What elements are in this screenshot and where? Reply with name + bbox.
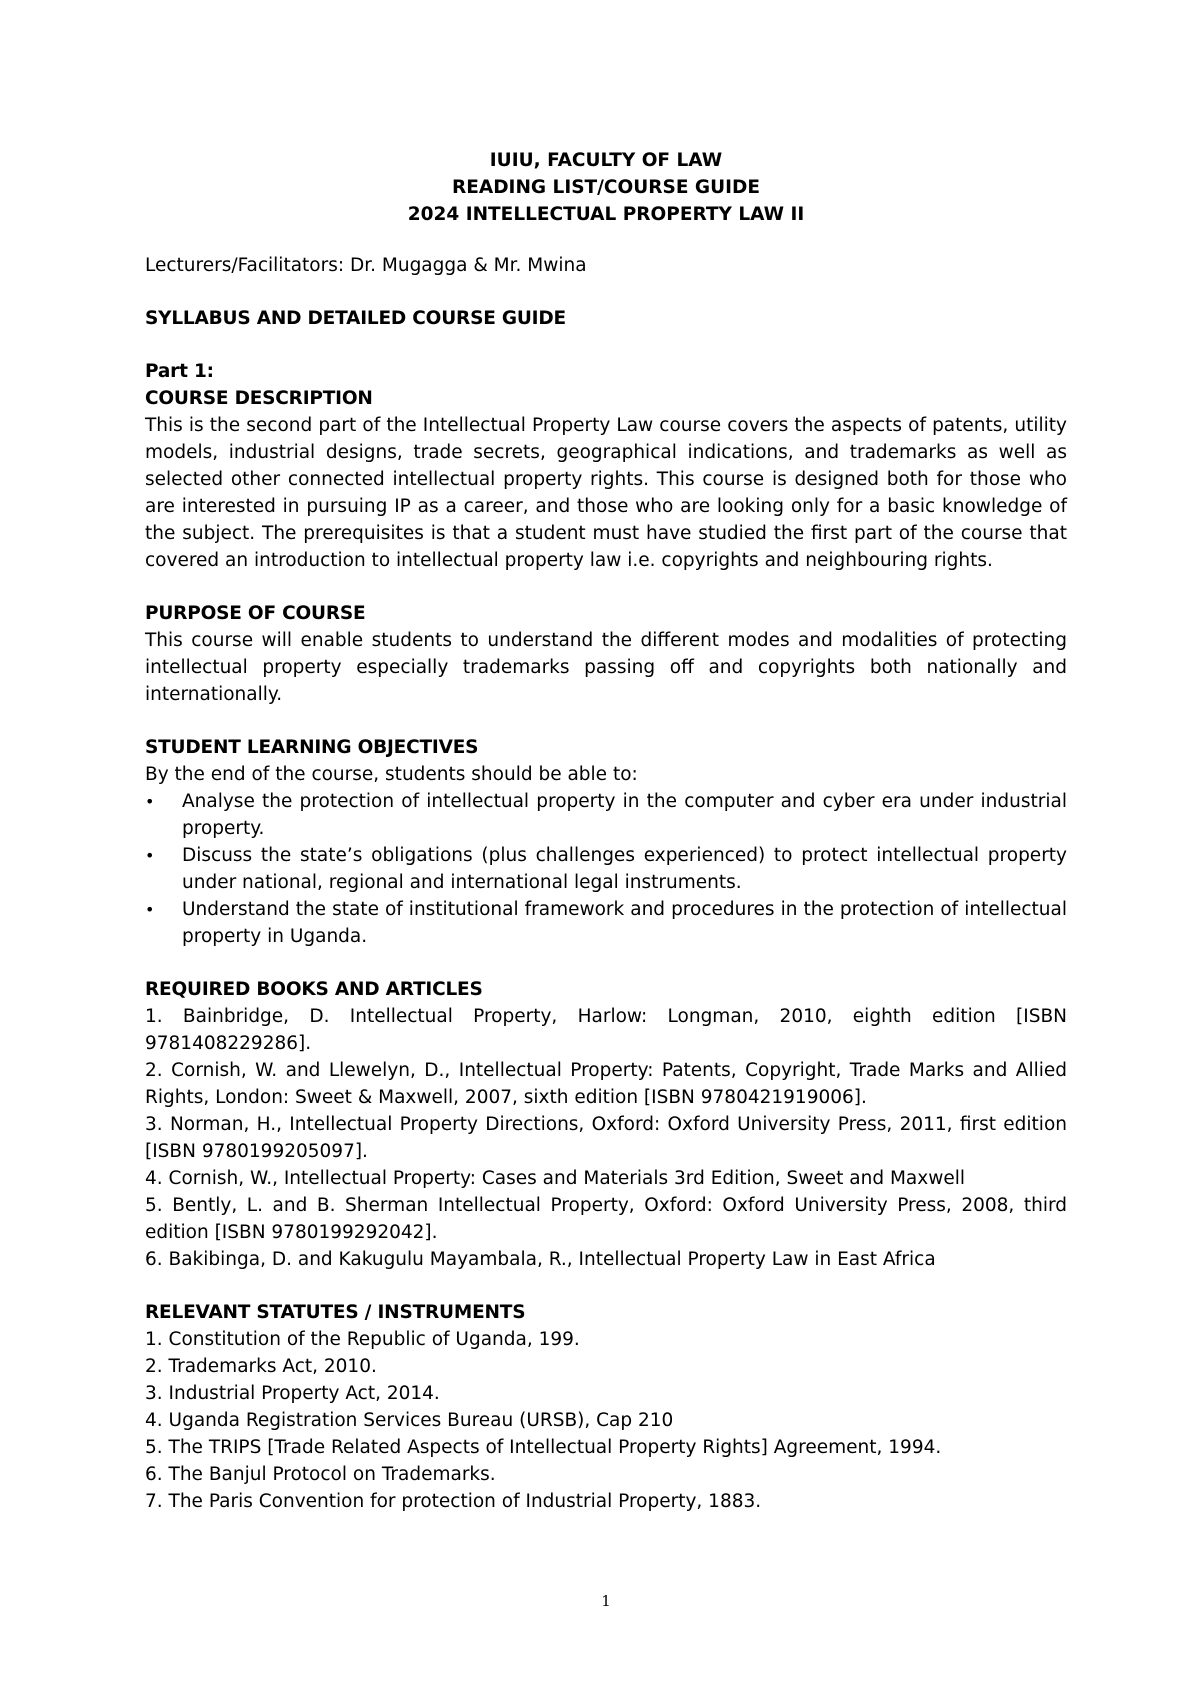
lecturers-line: Lecturers/Facilitators: Dr. Mugagga & Mr. Mwina: [145, 255, 587, 276]
syllabus-heading: SYLLABUS AND DETAILED COURSE GUIDE: [145, 308, 566, 329]
document-header: [145, 147, 1067, 228]
objectives-section: [145, 734, 1067, 950]
purpose-section: [145, 600, 1067, 708]
course-description-text: This is the second part of the Intellectual Property Law course covers the aspects of patents, utility models, industrial designs, trade secrets, geographical indications, and trademarks as well as selected other connected intellectual property rights. This course is designed both for those who are interested in pursuing IP as a career, and those who are looking only for a basic knowledge of the subject. The prerequisites is that a student must have studied the first part of the course that covered an introduction to intellectual property law i.e. copyrights and neighbouring rights.: [145, 415, 1067, 571]
list-item: [145, 896, 1067, 950]
objectives-intro: By the end of the course, students should be able to:: [145, 764, 638, 785]
header-institution: IUIU, FACULTY OF LAW: [489, 150, 723, 171]
objectives-list: [145, 788, 1067, 950]
purpose-text: This course will enable students to understand the different modes and modalities of protecting intellectual property especially trademarks passing off and copyrights both nationally and internationally.: [145, 630, 1067, 705]
bullet-icon: •: [145, 846, 155, 865]
objective-text: Analyse the protection of intellectual property in the computer and cyber era under industrial property.: [182, 791, 1067, 839]
list-item: 2. Cornish, W. and Llewelyn, D., Intellectual Property: Patents, Copyright, Trade Marks and Allied Rights, London: Sweet & Maxwell, 2007, sixth edition [ISBN 9780421919006].: [145, 1060, 1067, 1108]
statutes-heading: RELEVANT STATUTES / INSTRUMENTS: [145, 1302, 526, 1323]
books-section: [145, 976, 1067, 1273]
part-label: Part 1:: [145, 361, 214, 382]
header-course: 2024 INTELLECTUAL PROPERTY LAW II: [407, 204, 805, 225]
page-number: 1: [601, 1592, 611, 1610]
list-item: [145, 842, 1067, 896]
list-item: 6. The Banjul Protocol on Trademarks.: [145, 1464, 496, 1485]
list-item: 2. Trademarks Act, 2010.: [145, 1356, 377, 1377]
list-item: 4. Cornish, W., Intellectual Property: Cases and Materials 3rd Edition, Sweet and Maxwell: [145, 1168, 965, 1189]
list-item: 7. The Paris Convention for protection of Industrial Property, 1883.: [145, 1491, 762, 1512]
objective-text: Discuss the state’s obligations (plus challenges experienced) to protect intellectual property under national, regional and international legal instruments.: [182, 845, 1067, 893]
statutes-section: [145, 1299, 1067, 1515]
course-description-heading: COURSE DESCRIPTION: [145, 388, 373, 409]
list-item: 3. Industrial Property Act, 2014.: [145, 1383, 440, 1404]
document-body: [145, 252, 1067, 1515]
books-list: [145, 1003, 1067, 1273]
list-item: 1. Bainbridge, D. Intellectual Property, Harlow: Longman, 2010, eighth edition [ISBN 9781408229286].: [145, 1006, 1067, 1054]
purpose-heading: PURPOSE OF COURSE: [145, 603, 366, 624]
objectives-heading: STUDENT LEARNING OBJECTIVES: [145, 737, 479, 758]
list-item: [145, 788, 1067, 842]
list-item: 5. The TRIPS [Trade Related Aspects of Intellectual Property Rights] Agreement, 1994.: [145, 1437, 942, 1458]
course-description-section: [145, 385, 1067, 574]
list-item: 1. Constitution of the Republic of Uganda, 199.: [145, 1329, 580, 1350]
list-item: 3. Norman, H., Intellectual Property Directions, Oxford: Oxford University Press, 2011, first edition [ISBN 9780199205097].: [145, 1114, 1067, 1162]
bullet-icon: •: [145, 900, 155, 919]
header-title: READING LIST/COURSE GUIDE: [452, 177, 760, 198]
statutes-list: [145, 1326, 1067, 1515]
bullet-icon: •: [145, 792, 155, 811]
document-page: [145, 0, 1067, 1696]
list-item: 6. Bakibinga, D. and Kakugulu Mayambala, R., Intellectual Property Law in East Africa: [145, 1249, 936, 1270]
list-item: 5. Bently, L. and B. Sherman Intellectual Property, Oxford: Oxford University Press, 2008, third edition [ISBN 9780199292042].: [145, 1195, 1067, 1243]
objective-text: Understand the state of institutional framework and procedures in the protection of intellectual property in Uganda.: [182, 899, 1067, 947]
list-item: 4. Uganda Registration Services Bureau (URSB), Cap 210: [145, 1410, 674, 1431]
books-heading: REQUIRED BOOKS AND ARTICLES: [145, 979, 483, 1000]
